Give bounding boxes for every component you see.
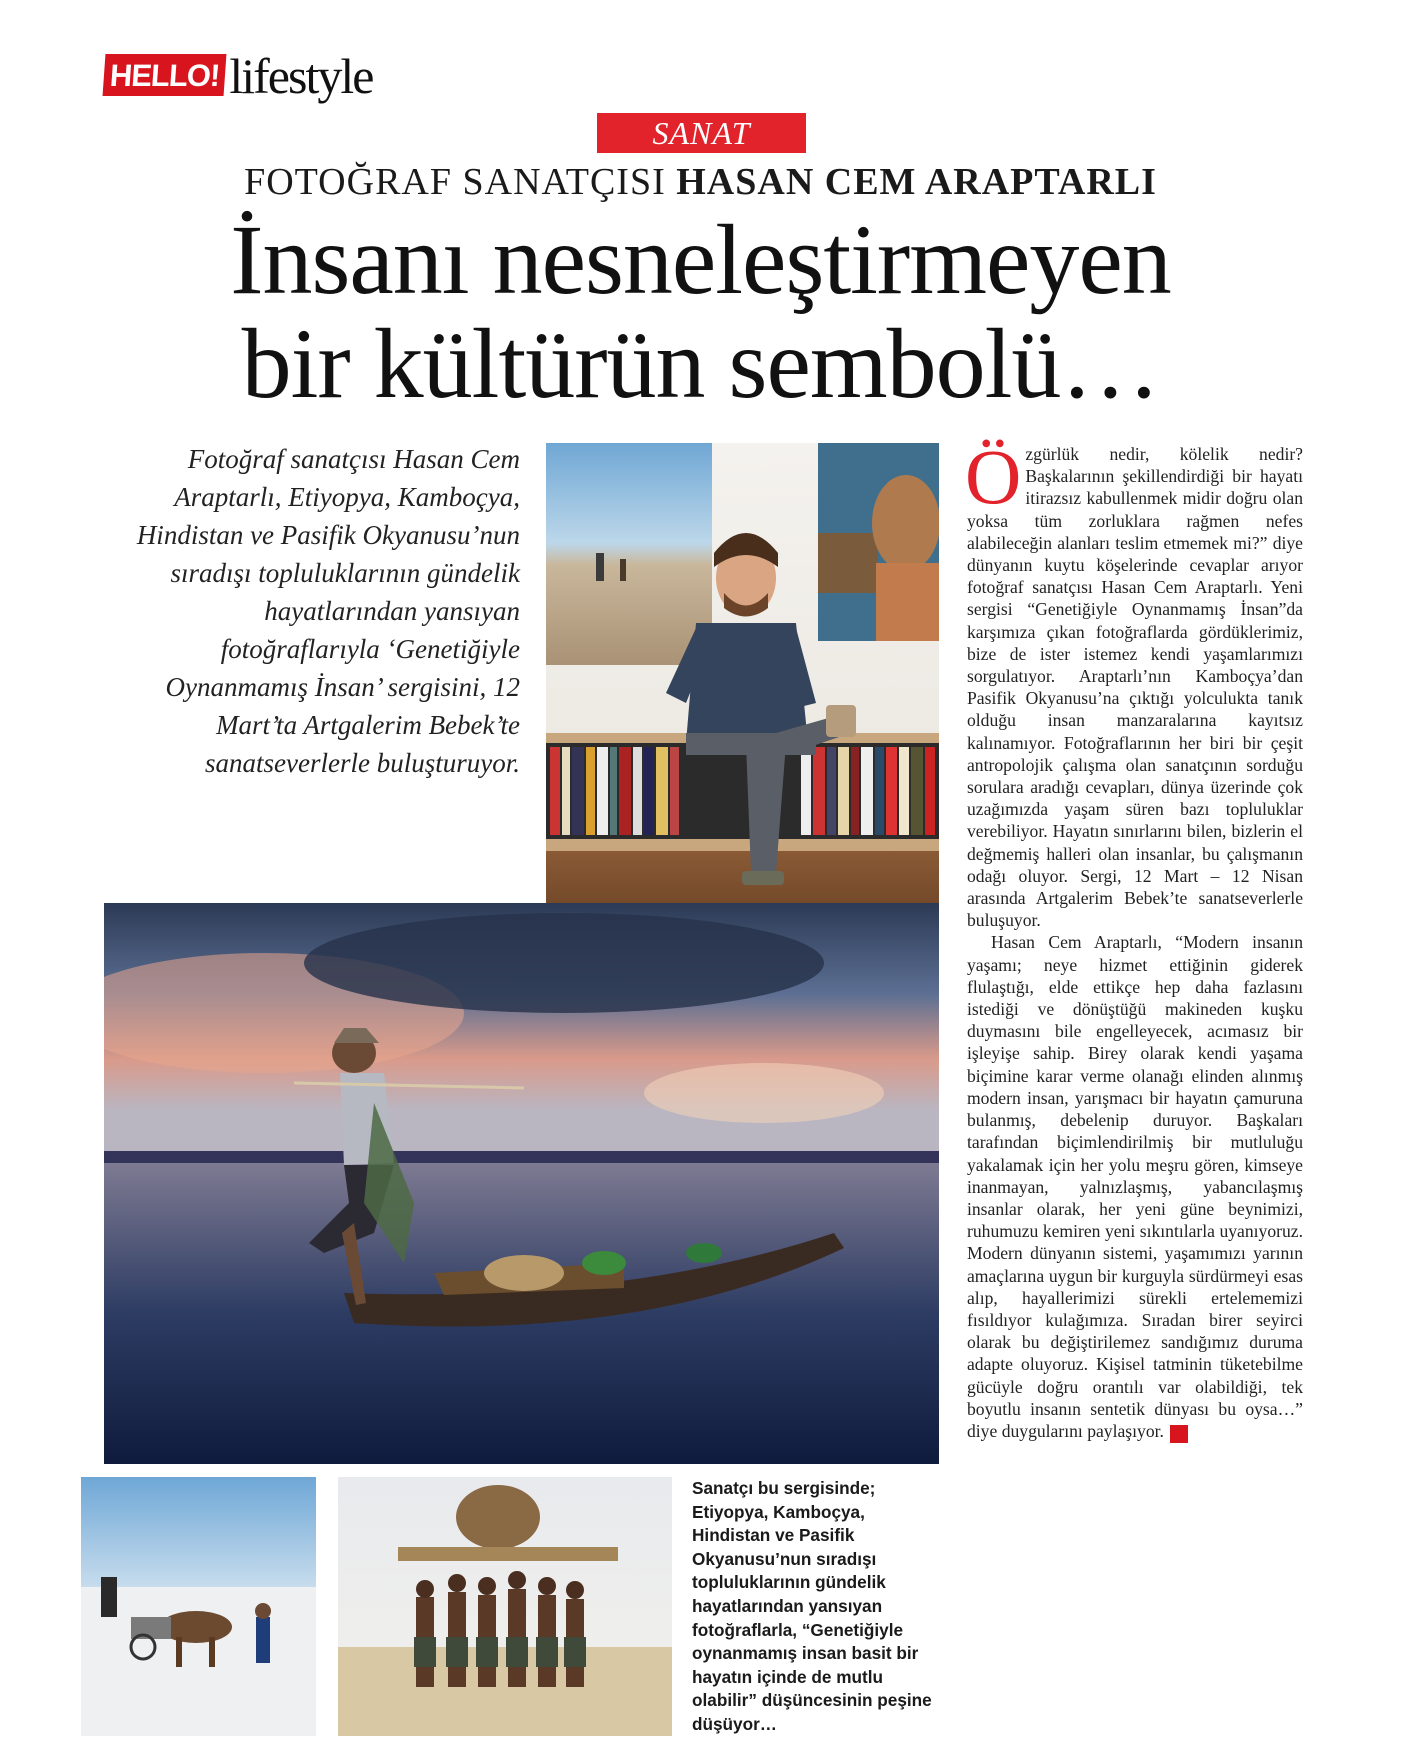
lifestyle-wordmark: lifestyle <box>229 48 373 104</box>
end-mark-icon: H <box>1170 1425 1188 1443</box>
headline-line-1: İnsanı nesneleştirmeyen <box>230 204 1171 315</box>
photo-caption: Sanatçı bu sergisinde; Etiyopya, Kamboçya, Hindistan ve Pasifik Okyanusu’nun sıradışı topluluklarının gündelik hayatlarından yansıyan fotoğraflarla, “Genetiğiyle oynanmamış insan basit bir hayatın içinde de mutlu olabilir” düşüncesinin peşine düşüyor… <box>692 1478 932 1734</box>
article-intro: Fotoğraf sanatçısı Hasan Cem Araptarlı, Etiyopya, Kamboçya, Hindistan ve Pasifik Okyanusu’nun sıradışı topluluklarının gündelik hayatlarından yansıyan fotoğraflarıyla ‘Genetiğiyle Oynanmamış İnsan’ sergisini, 12 Mart’ta Artgalerim Bebek’te sanatseverlerle buluşturuyor. <box>136 444 520 778</box>
hello-logo: HELLO! <box>103 54 227 96</box>
salt-caravan-photo <box>81 1477 316 1736</box>
drop-cap: Ö <box>965 433 1022 520</box>
portrait-photo <box>546 443 939 956</box>
body-paragraph-2-text: Hasan Cem Araptarlı, “Modern insanın yaşamı; neye hizmet ettiğinin giderek flulaştığı, elde ettikçe hep daha fazlasını istediği ve dönüştüğü makineden kuşku duymasını bile engelleyecek, acımasız bir işleyişe sahip. Birey olarak kendi yaşama biçimine karar verme olanağı elinden alınmış modern insan, yarışmacı bir hayatın çamuruna bulanmış, debelenip duruyor. Başkaları tarafından biçimlendirilmiş bir mutluluğu yakalamak için her yolu meşru gören, kimseye inanmayan, yalnızlaşmış, yabancılaşmış insanlar olarak, her yeni güne beynimizi, ruhumuzu kemiren yeni sıkıntılarla uyanıyoruz. Modern dünyanın sistemi, yaşamımızı yarının amaçlarına uygun bir kurguyla sürdürmeyi esas alıp, hayallerimizi sürekli ertelememizi fısıldıyor kulağımıza. Sıradan birer seyirci olarak bu değiştirilemez sandığımız duruma adapte oluyoruz. Kişisel tatminin tüketebilme gücüyle doğru orantılı var olabildiği, tek boyutlu insanın sentetik dünyası bu oysa…” diye duygularını paylaşıyor. <box>967 932 1303 1441</box>
fisherman-photo <box>104 903 939 1464</box>
body-paragraph-1 <box>965 433 1303 931</box>
article-headline <box>0 204 1401 419</box>
tribe-photo <box>338 1477 672 1736</box>
masthead-logo <box>104 50 372 102</box>
section-tag: SANAT <box>597 113 806 153</box>
headline-line-2: bir kültürün sembolü… <box>241 308 1160 419</box>
body-paragraph-2 <box>967 931 1303 1442</box>
article-kicker <box>0 160 1401 204</box>
body-paragraph-1-text: zgürlük nedir, kölelik nedir? Başkalarının şekillendirdiği bir hayatı itirazsız kabullenmek midir doğru olan yoksa tüm zorluklara rağmen nefes alabileceğin alanları teslim etmemek mi?” diye dünyanın kuytu köşelerinde cevaplar arıyor fotoğraf sanatçısı Hasan Cem Araptarlı. Yeni sergisi “Genetiğiyle Oynanmamış İnsan”da karşımıza çıkan fotoğraflarda gördüklerimiz, bize de ister istemez kendi yaşamlarımızı sorgulatıyor. Araptarlı’nın Kamboçya’dan Pasifik Okyanusu’na çıktığı yolculukta tanık olduğu insan manzaralarına kayıtsız kalınamıyor. Fotoğraflarının her biri bir çeşit antropolojik çalışma olan sanatçının sorduğu sorulara aradığı cevapları, dünya üzerinde çok uzağımızda yaşam süren bazı topluluklar verebiliyor. Hayatın sınırlarını bilen, bizlerin el değmemiş halleri olan insanlar, bu çalışmanın odağı oluyor. Sergi, 12 Mart – 12 Nisan arasında Artgalerim Bebek’te sanatseverlerle buluşuyor. <box>967 444 1303 931</box>
kicker-prefix: FOTOĞRAF SANATÇISI <box>244 161 666 203</box>
kicker-name: HASAN CEM ARAPTARLI <box>676 161 1157 203</box>
article-body <box>965 433 1303 1443</box>
